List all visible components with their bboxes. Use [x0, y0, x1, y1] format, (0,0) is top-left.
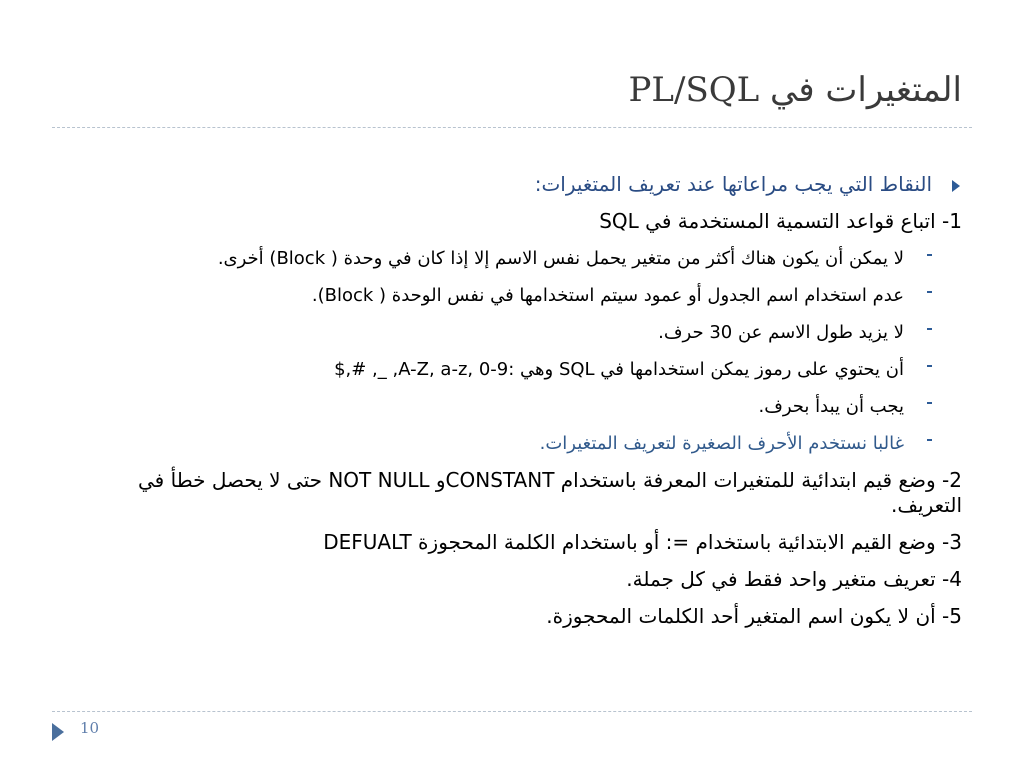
sub-item-text: لا يزيد طول الاسم عن 30 حرف.	[658, 322, 904, 343]
footer-divider	[52, 711, 972, 712]
heading-text: النقاط التي يجب مراعاتها عند تعريف المتغيرات:	[534, 172, 932, 196]
sub-item	[62, 357, 962, 382]
sub-item	[62, 394, 962, 419]
dash-icon	[927, 254, 932, 256]
numbered-item-5: 5- أن لا يكون اسم المتغير أحد الكلمات المحجوزة.	[546, 604, 962, 628]
numbered-item-4: 4- تعريف متغير واحد فقط في كل جملة.	[626, 567, 962, 591]
dash-icon	[927, 328, 932, 330]
sub-item	[62, 283, 962, 308]
numbered-item-3: 3- وضع القيم الابتدائية باستخدام =: أو باستخدام الكلمة المحجوزة DEFUALT	[323, 530, 962, 554]
numbered-item-1: 1- اتباع قواعد التسمية المستخدمة في SQL	[599, 209, 962, 233]
numbered-item-2: 2- وضع قيم ابتدائية للمتغيرات المعرفة باستخدام CONSTANTو NOT NULL حتى لا يحصل خطأ في التعريف.	[138, 468, 962, 517]
triangle-right-icon	[952, 180, 960, 192]
sub-item	[62, 246, 962, 271]
slide-title: المتغيرات في PL/SQL	[628, 70, 962, 110]
sub-item-text: عدم استخدام اسم الجدول أو عمود سيتم استخدامها في نفس الوحدة ( Block).	[311, 285, 904, 306]
dash-icon	[927, 291, 932, 293]
dash-icon	[927, 402, 932, 404]
title-divider	[52, 127, 972, 128]
sub-item-text: لا يمكن أن يكون هناك أكثر من متغير يحمل نفس الاسم إلا إذا كان في وحدة ( Block) أخرى.	[217, 248, 904, 269]
sub-item	[62, 320, 962, 345]
dash-icon	[927, 365, 932, 367]
sub-item-text: غالبا نستخدم الأحرف الصغيرة لتعريف المتغيرات.	[539, 433, 904, 454]
content-heading	[62, 172, 962, 197]
sub-item-text: أن يحتوي على رموز يمكن استخدامها في SQL وهي :A-Z, a-z, 0-9, _, #,$	[334, 359, 904, 380]
sub-item-text: يجب أن يبدأ بحرف.	[758, 396, 904, 417]
footer-triangle-icon	[52, 723, 64, 741]
slide-content	[62, 172, 962, 641]
page-number: 10	[80, 719, 100, 737]
sub-item	[62, 431, 962, 456]
dash-icon	[927, 439, 932, 441]
